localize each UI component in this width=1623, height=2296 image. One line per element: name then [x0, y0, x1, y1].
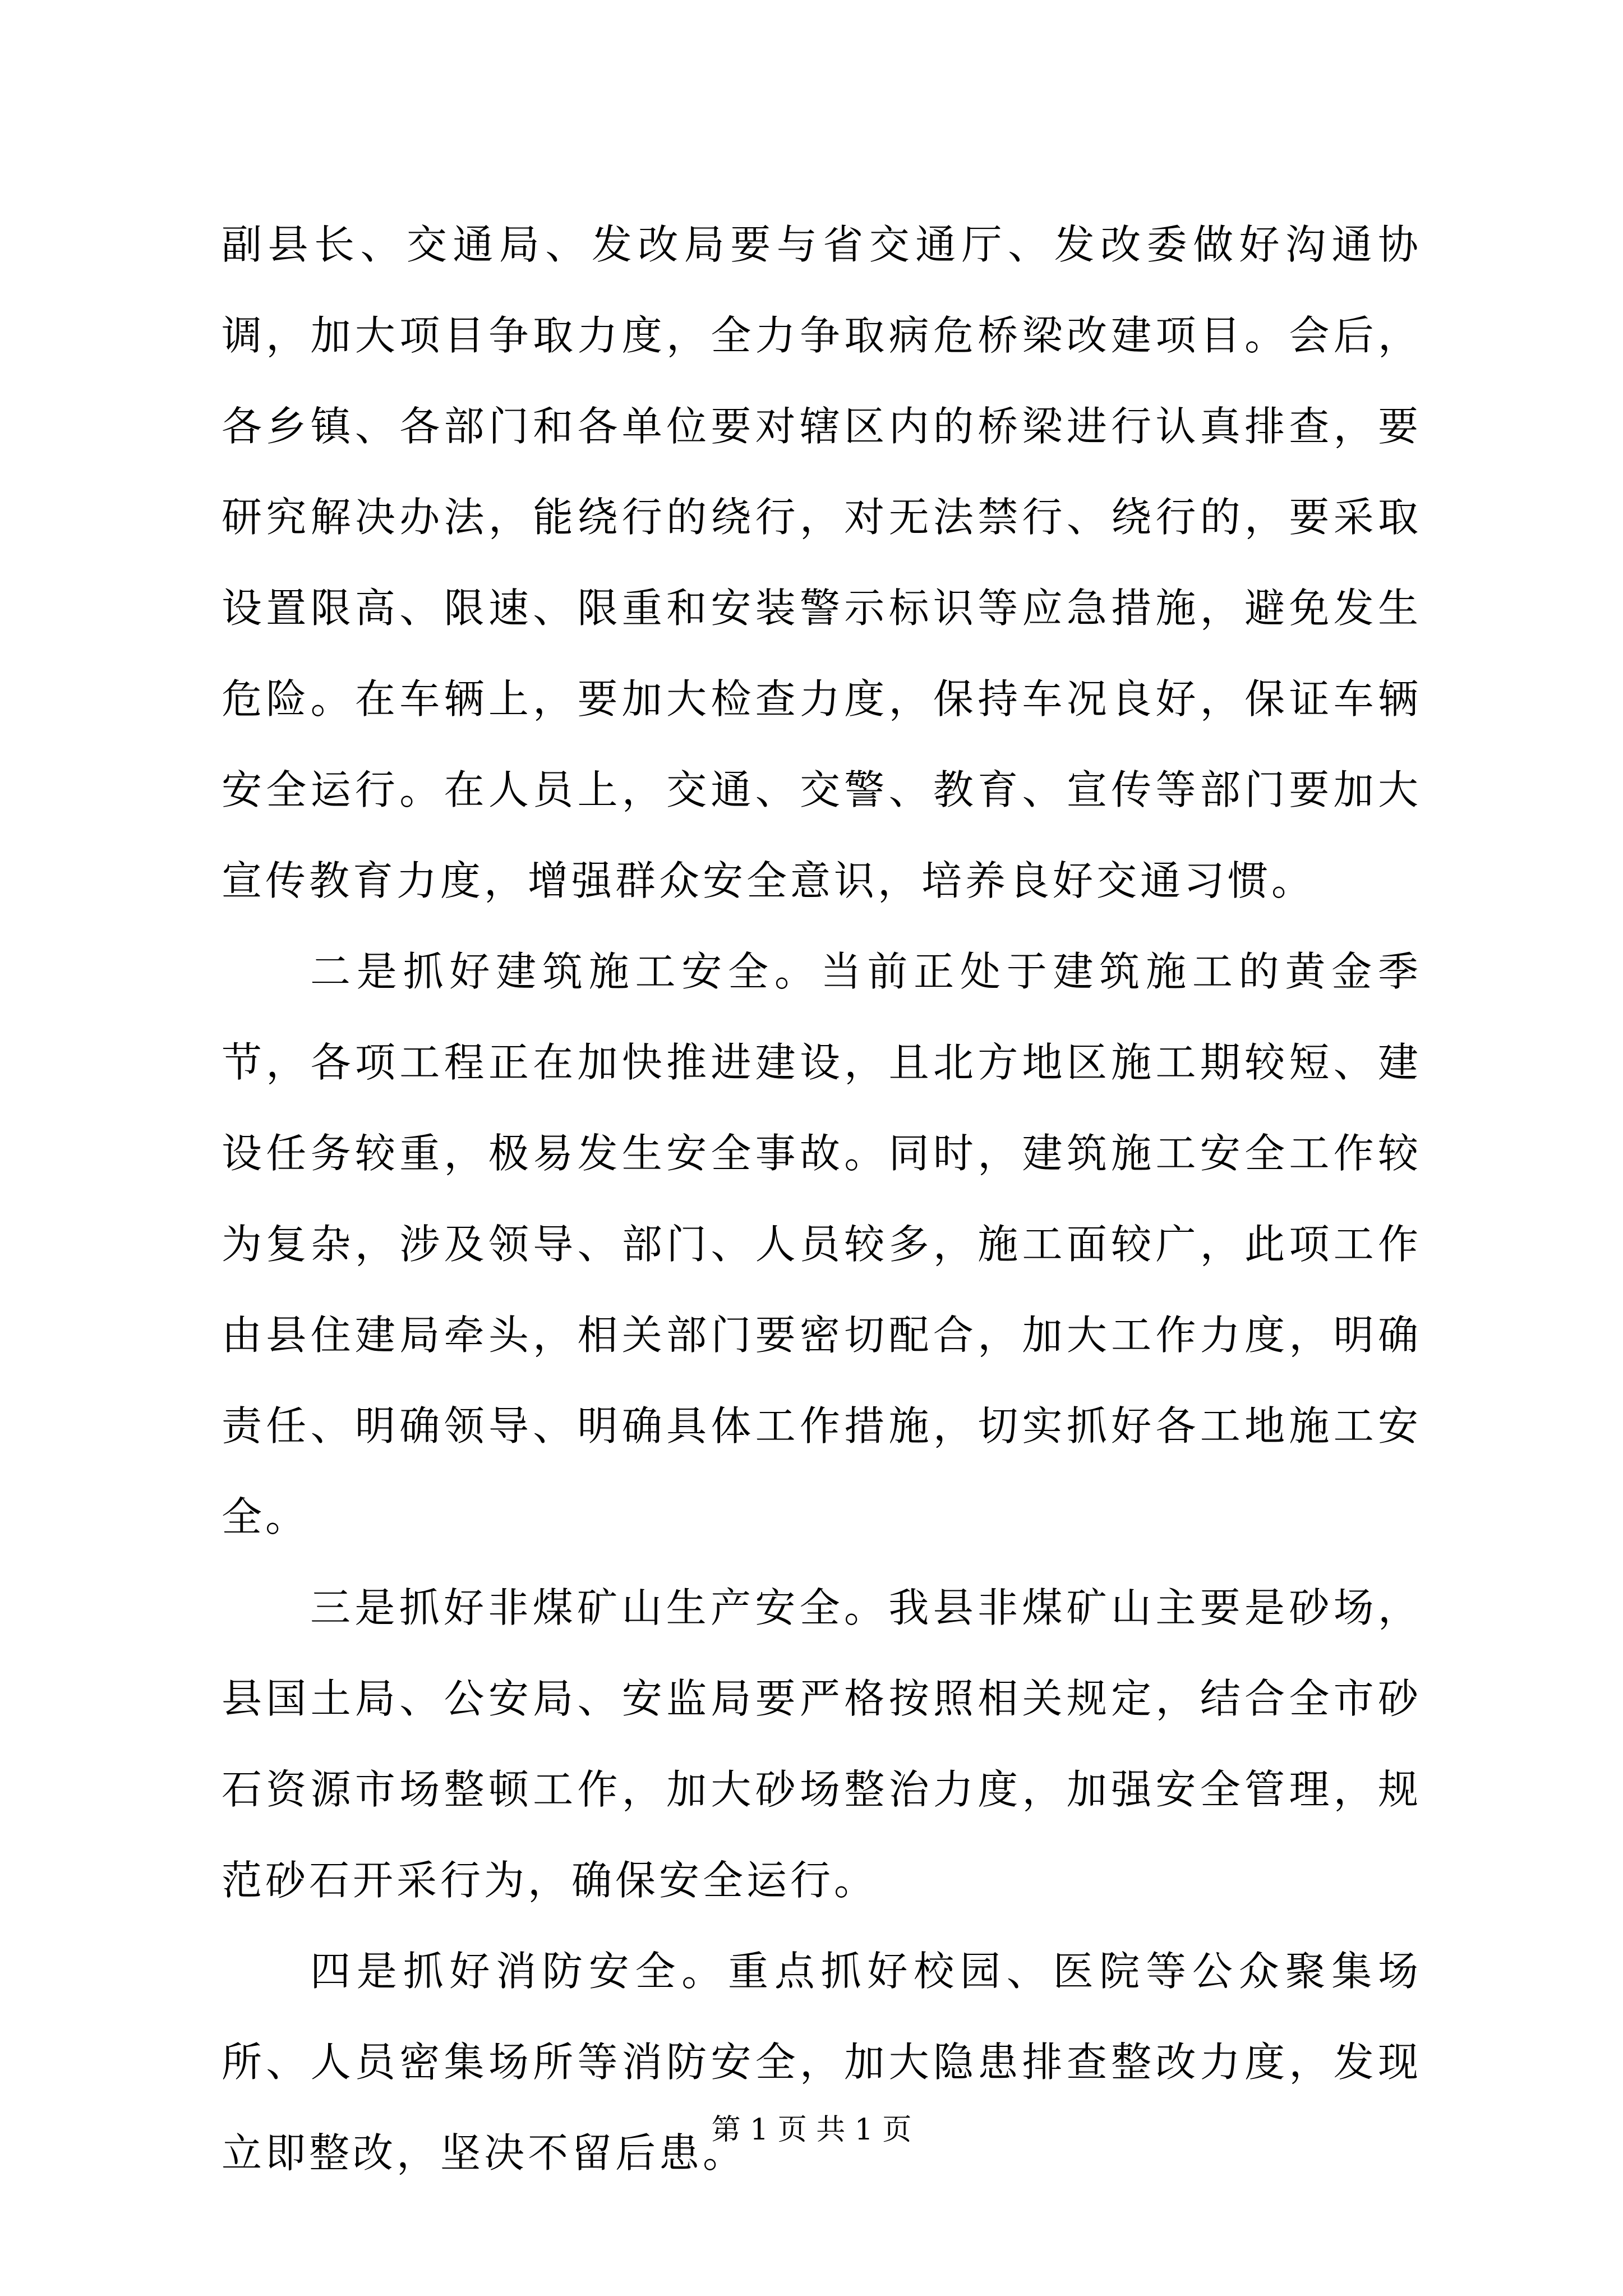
document-body [222, 199, 1422, 2198]
paragraph-3: 三是抓好非煤矿山生产安全。我县非煤矿山主要是砂场，县国土局、公安局、安监局要严格按照相关规定，结合全市砂石资源市场整顿工作，加大砂场整治力度，加强安全管理，规范砂石开采行为，确保安全运行。 [222, 1584, 1422, 1904]
paragraph-4: 四是抓好消防安全。重点抓好校园、医院等公众聚集场所、人员密集场所等消防安全，加大隐患排查整改力度，发现立即整改，坚决不留后患。 [222, 1948, 1422, 2177]
paragraph-1: 副县长、交通局、发改局要与省交通厅、发改委做好沟通协调，加大项目争取力度，全力争取病危桥梁改建项目。会后，各乡镇、各部门和各单位要对辖区内的桥梁进行认真排查，要研究解决办法，能绕行的绕行，对无法禁行、绕行的，要采取设置限高、限速、限重和安装警示标识等应急措施，避免发生危险。在车辆上，要加大检查力度，保持车况良好，保证车辆安全运行。在人员上，交通、交警、教育、宣传等部门要加大宣传教育力度，增强群众安全意识，培养良好交通习惯。 [222, 221, 1422, 904]
page-number-footer: 第 1 页 共 1 页 [711, 2113, 912, 2147]
paragraph-2: 二是抓好建筑施工安全。当前正处于建筑施工的黄金季节，各项工程正在加快推进建设，且北方地区施工期较短、建设任务较重，极易发生安全事故。同时，建筑施工安全工作较为复杂，涉及领导、部门、人员较多，施工面较广，此项工作由县住建局牵头，相关部门要密切配合，加大工作力度，明确责任、明确领导、明确具体工作措施，切实抓好各工地施工安全。 [222, 948, 1422, 1540]
